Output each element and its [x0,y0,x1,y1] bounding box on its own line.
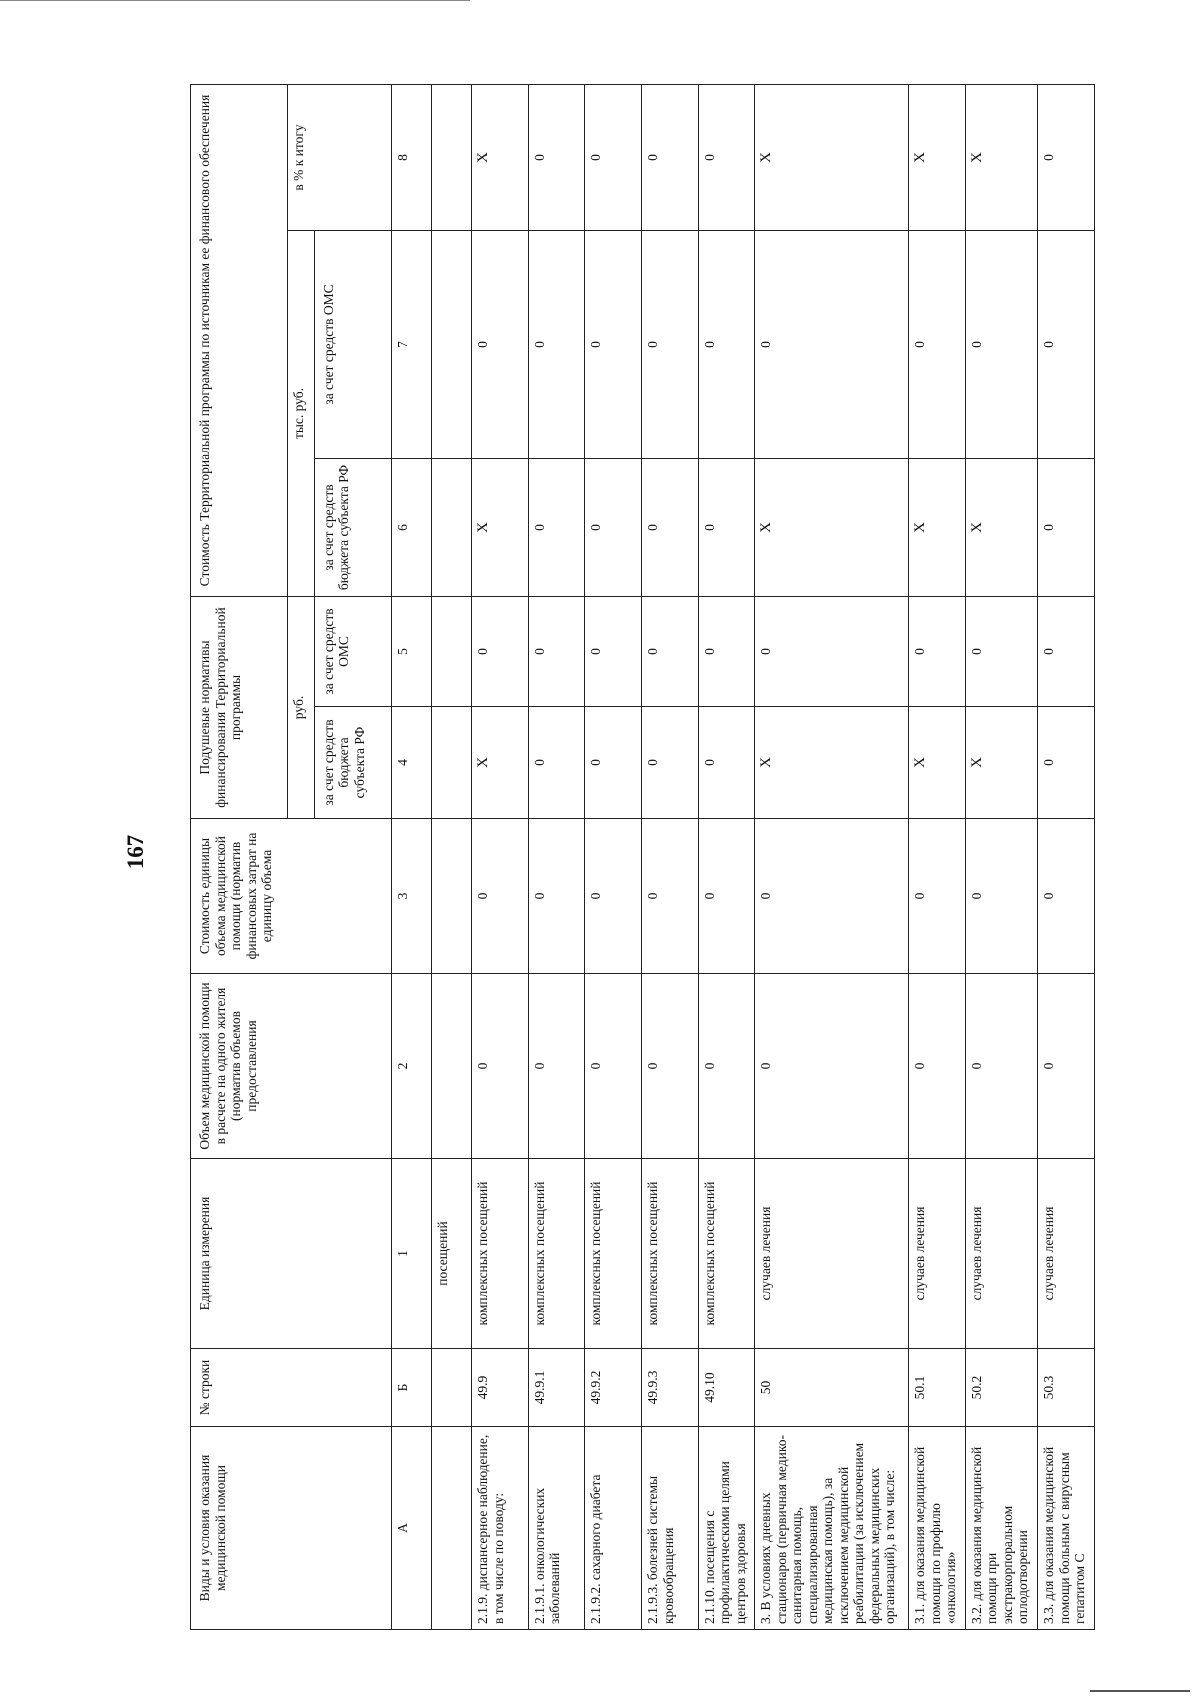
empty-cell [432,1349,472,1427]
header-col-3: Стоимость единицы объема медицинской помощи (норматив финансовых затрат на единицу объема [191,819,392,974]
row-volume: 0 [909,974,966,1159]
row-cost-oms: 0 [909,230,966,458]
row-label: 3.2. для оказания медицинской помощи при экстракорпоральном оплодотворении [965,1427,1037,1630]
row-norm-oms: 0 [528,596,585,706]
row-number: 49.9.2 [585,1349,642,1427]
row-cost-percent: Х [965,84,1037,230]
row-cost-percent: 0 [528,84,585,230]
row-label: 3.3. для оказания медицинской помощи больным с вирусным гепатитом С [1038,1427,1095,1630]
row-unit-cost: 0 [642,819,699,974]
row-cost-budget: Х [909,458,966,596]
row-unit-cost: 0 [1038,819,1095,974]
empty-cell [432,707,472,819]
row-unit: случаев лечения [1038,1159,1095,1349]
row-cost-percent: 0 [642,84,699,230]
header-col-8: в % к итогу [287,84,392,230]
header-col-b: № строки [191,1349,392,1427]
row-number: 50.3 [1038,1349,1095,1427]
scan-edge-line-bottom [1090,1690,1190,1692]
header-col-a: Виды и условия оказания медицинской помощи [191,1427,392,1630]
scan-edge-line-top [0,0,470,1]
row-unit-cost: 0 [909,819,966,974]
header-col-1: Единица измерения [191,1159,392,1349]
numbering-row [392,84,432,1629]
row-unit: случаев лечения [965,1159,1037,1349]
row-number: 49.10 [698,1349,755,1427]
row-norm-oms: 0 [642,596,699,706]
row-volume: 0 [642,974,699,1159]
header-col-2: Объем медицинской помощи в расчете на одного жителя (норматив объемов предоставления [191,974,392,1159]
empty-cell [432,974,472,1159]
row-norm-oms: 0 [755,596,909,706]
row-cost-budget: Х [965,458,1037,596]
empty-cell [432,84,472,230]
row-volume: 0 [472,974,529,1159]
row-cost-percent: Х [755,84,909,230]
table-row [1038,84,1095,1629]
row-cost-budget: 0 [585,458,642,596]
row-cost-oms: 0 [642,230,699,458]
subheader-row [432,84,472,1629]
page-number: 167 [123,834,148,870]
header-col-7: за счет средств ОМС [314,230,392,458]
rotated-table-container [190,85,1095,1630]
row-label: 2.1.9.1. онкологических заболеваний [528,1427,585,1630]
row-label: 2.1.9.3. болезней системы кровообращения [642,1427,699,1630]
row-norm-budget: 0 [642,707,699,819]
header-norms-unit: руб. [287,596,314,818]
row-norm-budget: Х [472,707,529,819]
table-row [642,84,699,1629]
row-norm-budget: Х [909,707,966,819]
row-volume: 0 [965,974,1037,1159]
row-cost-budget: Х [755,458,909,596]
table-row [472,84,529,1629]
row-number: 49.9.1 [528,1349,585,1427]
row-cost-percent: 0 [1038,84,1095,230]
financing-table [190,84,1095,1630]
row-norm-budget: 0 [585,707,642,819]
row-cost-percent: 0 [585,84,642,230]
row-unit: случаев лечения [755,1159,909,1349]
header-col-4: за счет средств бюджета субъекта РФ [314,707,392,819]
row-norm-budget: 0 [1038,707,1095,819]
numbering-cell: 4 [392,707,432,819]
empty-cell [432,1427,472,1630]
row-label: 2.1.9. диспансерное наблюдение, в том числе по поводу: [472,1427,529,1630]
numbering-cell: 6 [392,458,432,596]
row-cost-percent: Х [472,84,529,230]
row-unit: комплексных посещений [585,1159,642,1349]
table-row [528,84,585,1629]
row-number: 50.2 [965,1349,1037,1427]
row-norm-budget: Х [965,707,1037,819]
row-cost-oms: 0 [698,230,755,458]
row-norm-budget: 0 [528,707,585,819]
row-unit: комплексных посещений [642,1159,699,1349]
numbering-cell: 5 [392,596,432,706]
row-label: 2.1.10. посещения с профилактическими целями центров здоровья [698,1427,755,1630]
row-cost-budget: 0 [1038,458,1095,596]
row-cost-oms: 0 [1038,230,1095,458]
row-number: 49.9 [472,1349,529,1427]
numbering-cell: 3 [392,819,432,974]
header-group-cost: Стоимость Территориальной программы по источникам ее финансового обеспечения [191,84,288,596]
row-cost-budget: Х [472,458,529,596]
numbering-cell: 7 [392,230,432,458]
row-unit-cost: 0 [698,819,755,974]
row-norm-budget: 0 [698,707,755,819]
row-cost-budget: 0 [528,458,585,596]
row-unit-cost: 0 [472,819,529,974]
numbering-cell: 2 [392,974,432,1159]
row-label: 3.1. для оказания медицинской помощи по профилю «онкология» [909,1427,966,1630]
row-volume: 0 [755,974,909,1159]
row-label: 3. В условиях дневных стационаров (первичная медико-санитарная помощь, специализированная медицинская помощь), за исключением медицинской реабилитации (за исключением федеральных медицинских организаций), в том числе: [755,1427,909,1630]
row-cost-percent: Х [909,84,966,230]
row-norm-oms: 0 [909,596,966,706]
table-row [698,84,755,1629]
header-cost-unit: тыс. руб. [287,230,314,596]
row-cost-oms: 0 [965,230,1037,458]
row-number: 50.1 [909,1349,966,1427]
row-unit: комплексных посещений [472,1159,529,1349]
row-volume: 0 [1038,974,1095,1159]
row-volume: 0 [698,974,755,1159]
numbering-cell: 8 [392,84,432,230]
empty-cell [432,819,472,974]
row-volume: 0 [585,974,642,1159]
row-unit-cost: 0 [755,819,909,974]
empty-cell [432,230,472,458]
header-col-6: за счет средств бюджета субъекта РФ [314,458,392,596]
row-unit: комплексных посещений [528,1159,585,1349]
row-norm-oms: 0 [585,596,642,706]
row-unit-cost: 0 [585,819,642,974]
row-unit: комплексных посещений [698,1159,755,1349]
row-unit-cost: 0 [965,819,1037,974]
row-cost-oms: 0 [528,230,585,458]
row-unit: случаев лечения [909,1159,966,1349]
row-norm-oms: 0 [698,596,755,706]
numbering-cell: Б [392,1349,432,1427]
header-group-norms: Подушевые нормативы финансирования Территориальной программы [191,596,288,818]
row-norm-budget: Х [755,707,909,819]
row-cost-budget: 0 [698,458,755,596]
row-cost-budget: 0 [642,458,699,596]
table-row [755,84,909,1629]
table-row [585,84,642,1629]
empty-cell [432,596,472,706]
row-cost-oms: 0 [755,230,909,458]
row-volume: 0 [528,974,585,1159]
empty-cell [432,458,472,596]
row-unit-cost: 0 [528,819,585,974]
row-norm-oms: 0 [1038,596,1095,706]
header-col-5: за счет средств ОМС [314,596,392,706]
row-number: 50 [755,1349,909,1427]
row-norm-oms: 0 [472,596,529,706]
row-cost-oms: 0 [472,230,529,458]
row-number: 49.9.3 [642,1349,699,1427]
table-row [909,84,966,1629]
subheader-unit: посещений [432,1159,472,1349]
table-row [965,84,1037,1629]
numbering-cell: А [392,1427,432,1630]
row-cost-percent: 0 [698,84,755,230]
row-norm-oms: 0 [965,596,1037,706]
numbering-cell: 1 [392,1159,432,1349]
row-cost-oms: 0 [585,230,642,458]
row-label: 2.1.9.2. сахарного диабета [585,1427,642,1630]
